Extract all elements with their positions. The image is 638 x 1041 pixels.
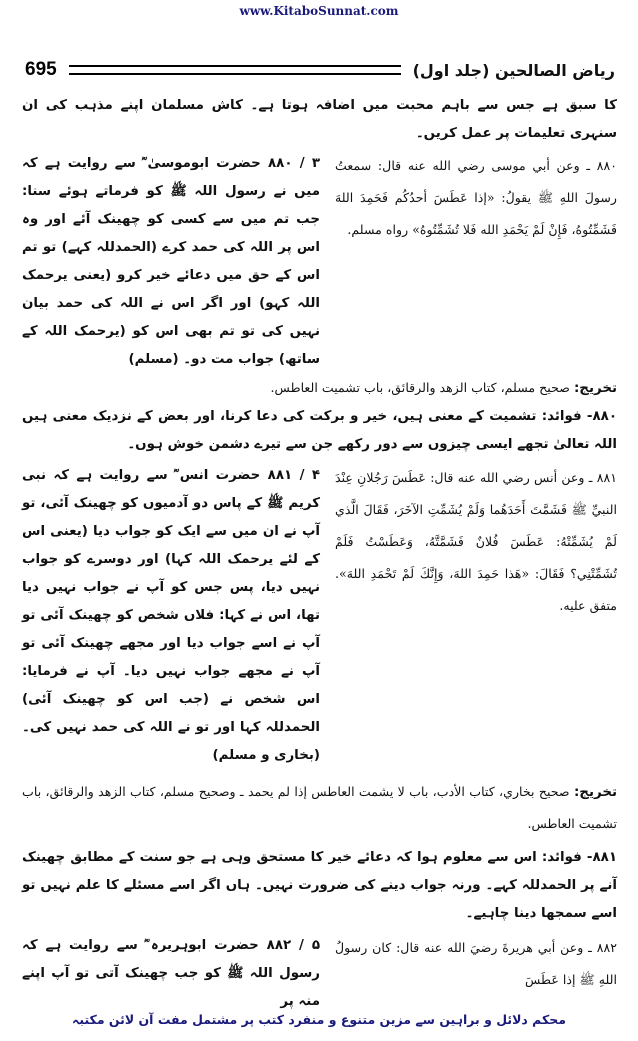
hadith-880-takhrij	[22, 372, 617, 402]
hadith-880-fawaid	[22, 403, 617, 459]
hadith-880-urdu: ۳ / ۸۸۰ حضرت ابوموسیٰ ؓ سے روایت ہے کہ میں نے رسول اللہ ﷺ کو فرماتے ہوئے سنا: جب تم میں سے کسی کو چھینک آئے اور وہ اس پر اللہ کی حمد کرے (الحمدللہ کہے) تو تم اس کے حق میں دعائے خیر کرو (یعنی یرحمک اللہ کہو) اور اگر اس نے اللہ کی حمد بیان نہیں کی تو تم بھی اس کو (یرحمک اللہ کے ساتھ) جواب مت دو۔ (مسلم)	[22, 156, 320, 367]
fawaid-label: ۸۸۰- فوائد:	[541, 409, 617, 424]
fawaid-text: تشمیت کے معنی ہیں، خیر و برکت کی دعا کرنا، اور بعض کے نزدیک معنی ہیں اللہ تعالیٰ تجھے ایسی چیزوں سے دور رکھے جن سے تیرے دشمن خوش ہوں۔	[22, 409, 617, 452]
hadith-882-arabic: ٨٨٢ ـ وعن أبي هريرةَ رضيَ الله عنه قال: كان رسولُ اللهِ ﷺ إذا عَطَسَ	[335, 940, 617, 987]
page-header	[25, 56, 615, 84]
hadith-880-arabic: ٨٨٠ ـ وعن أبي موسى رضي الله عنه قال: سمعتُ رسولَ اللهِ ﷺ يقولُ: «إذا عَطَسَ أحدُكُم فَحَمِدَ اللهَ فَشَمِّتُوهُ، فَإِنْ لَمْ يَحْمَدِ الله فَلا تُشَمِّتُوهُ» رواه مسلم.	[335, 158, 617, 237]
hadith-881-urdu: ۴ / ۸۸۱ حضرت انس ؓ سے روایت ہے کہ نبی کریم ﷺ کے پاس دو آدمیوں کو چھینک آئی، تو آپ نے ان میں سے ایک کو جواب دیا (یعنی اس کے لئے یرحمک اللہ کہا) اور دوسرے کو جواب نہیں دیا، پس جس کو آپ نے جواب نہیں دیا تھا، اس نے کہا: فلاں شخص کو چھینک آئی تو آپ نے اسے جواب دیا اور مجھے چھینک آئی تو آپ نے مجھے جواب نہیں دیا۔ آپ نے فرمایا: اس شخص نے (جب اس کو چھینک آئی) الحمدللہ کہا اور تو نے اللہ کی حمد نہیں کی۔ (بخاری و مسلم)	[22, 468, 321, 763]
hadith-882-urdu: ۵ / ۸۸۲ حضرت ابوہریرہ ؓ سے روایت ہے کہ رسول اللہ ﷺ کو جب چھینک آتی تو آپ اپنے منہ پر	[22, 938, 320, 1009]
hadith-881-takhrij	[22, 776, 617, 840]
fawaid-text: اس سے معلوم ہوا کہ دعائے خیر کا مستحق وہی ہے جو سنت کے مطابق چھینک آنے پر الحمدللہ کہے۔ ورنہ جواب دینے کی ضرورت نہیں۔ ہاں اگر اسے مسئلے کا علم نہیں تو اسے سمجھا دینا چاہیے۔	[22, 850, 617, 921]
footer-note[interactable]: محکم دلائل و براہین سے مزین متنوع و منفرد کتب پر مشتمل مفت آن لائن مکتبہ	[72, 1012, 566, 1027]
site-url[interactable]: www.KitaboSunnat.com	[239, 4, 399, 18]
intro-paragraph: کا سبق ہے جس سے باہم محبت میں اضافہ ہوتا ہے۔ کاش مسلمان اپنے مذہب کی ان سنہری تعلیمات پر عمل کریں۔	[22, 98, 617, 141]
takhrij-label: تخریج:	[573, 381, 617, 396]
takhrij-text: صحيح مسلم، كتاب الزهد والرقائق، باب تشميت العاطس.	[270, 380, 570, 395]
page-number: 695	[25, 59, 57, 80]
takhrij-text: صحيح بخاري، كتاب الأدب، باب لا يشمت العاطس إذا لم يحمد ـ وصحيح مسلم، كتاب الزهد والرقائق، باب تشميت العاطس.	[22, 784, 617, 831]
hadith-881-fawaid	[22, 844, 617, 928]
hadith-881-arabic: ٨٨١ ـ وعن أنس رضي الله عنه قال: عَطَسَ رَجُلانِ عِنْدَ النبيِّ ﷺ فَشَمَّتَ أَحَدَهُما وَلَمْ يُشَمِّتِ الآخَرَ، فَقَالَ الَّذي لَمْ يُشَمِّتْهُ: عَطَسَ فُلانٌ فَشَمَّتَّهُ، وَعَطَسْتُ فَلَمْ تُشَمِّتْنِي؟ فَقَالَ: «هَذا حَمِدَ اللهَ، وَإِنَّكَ لَمْ تَحْمَدِ اللهَ». متفق عليه.	[335, 470, 617, 613]
book-title: ریاض الصالحین (جلد اول)	[412, 60, 615, 80]
fawaid-label: ۸۸۱- فوائد:	[541, 850, 618, 865]
takhrij-label: تخریج:	[573, 785, 617, 800]
header-rule	[69, 65, 401, 75]
